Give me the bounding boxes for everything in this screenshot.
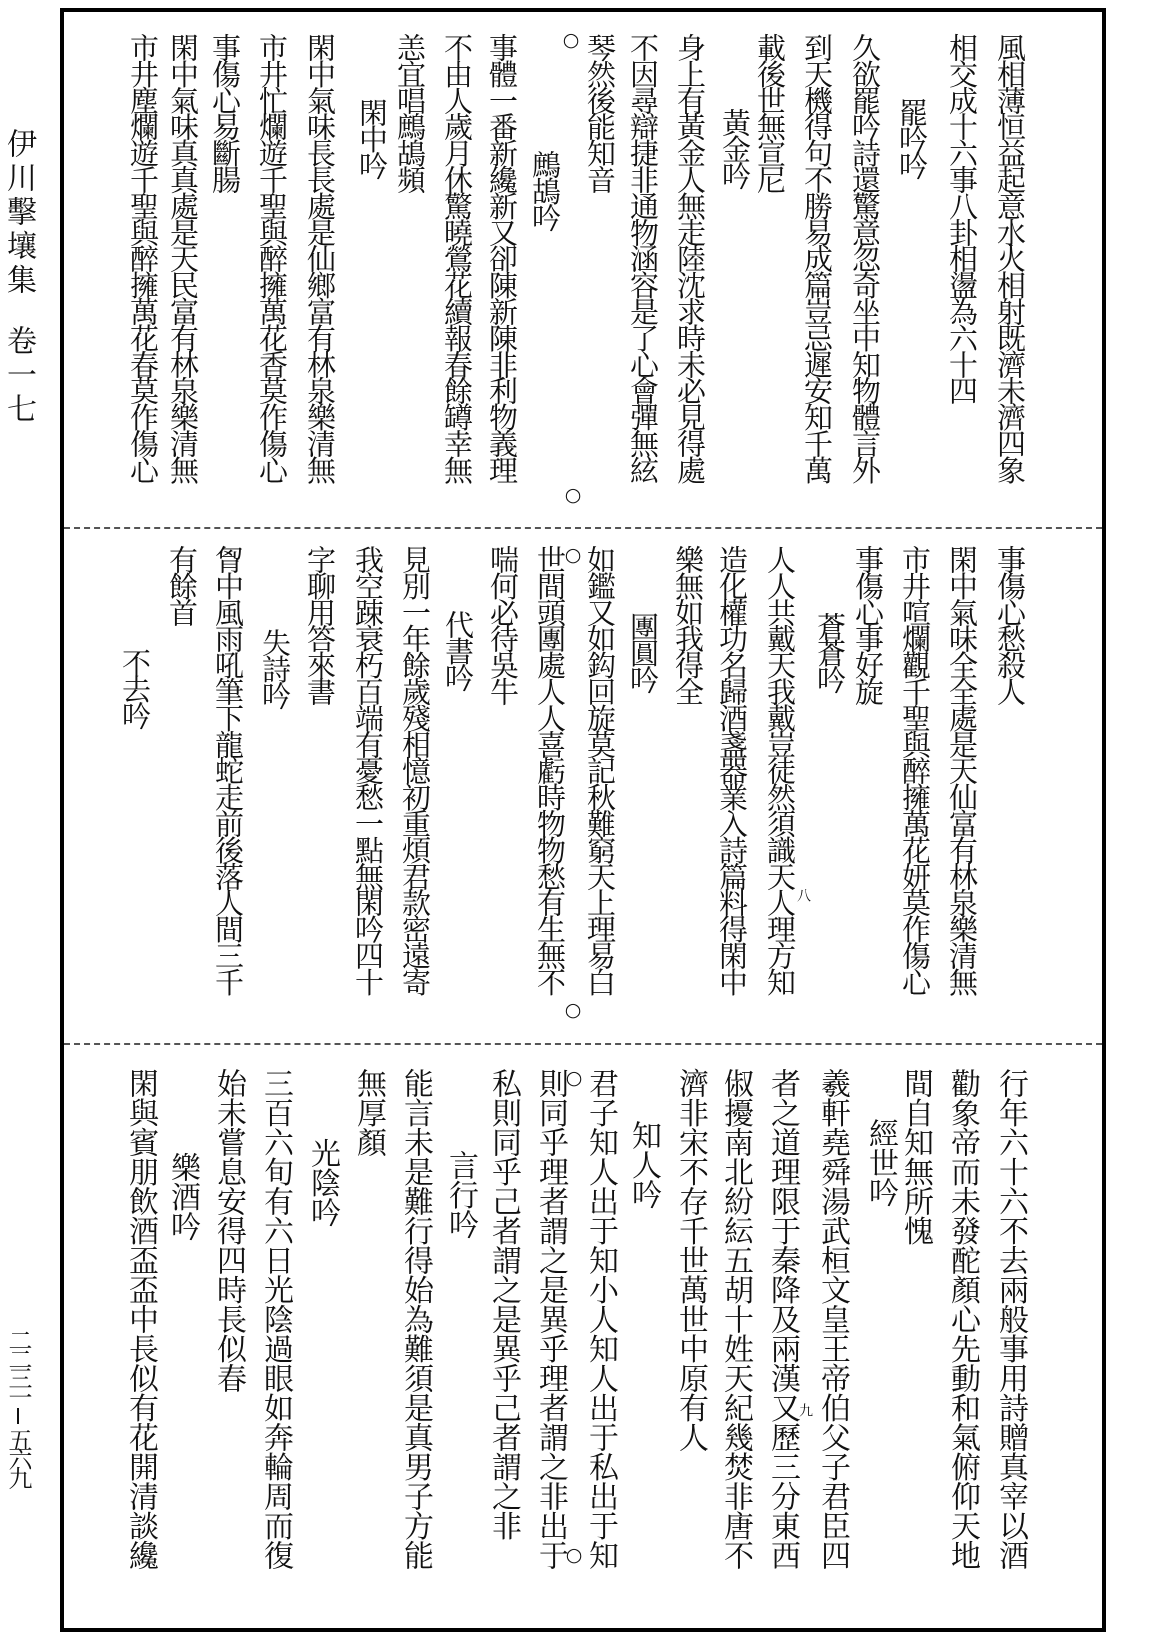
poem-title: 蒼蒼吟 xyxy=(813,612,847,692)
poem-title: 罷吟吟 xyxy=(895,98,929,178)
verse-column: 事體一番新纔新又卻陳新陳非利物義理 xyxy=(485,33,519,482)
verse-column: 事傷心愁殺人 xyxy=(993,545,1027,704)
page-number: 五六九 xyxy=(4,1428,32,1485)
poem-title: 閑中吟 xyxy=(355,98,389,178)
verse-column: 相交成十六事八卦相盪為六十四 xyxy=(945,33,979,403)
verse-column: 不由人歲月休驚曉鶯花續報春餘罇幸無 xyxy=(440,33,474,482)
verse-column: 市井塵爛遊千聖與醉擁萬花春莫作傷心 xyxy=(126,33,160,482)
verse-column: 樂無如我得全 xyxy=(671,545,705,704)
poem-title: 光陰吟 xyxy=(305,1138,340,1227)
verse-column: 三百六旬有六日光陰過眼如奔輪周而復 xyxy=(258,1068,293,1570)
verse-column: 無厚顏 xyxy=(351,1068,386,1157)
verse-column: 世間頭團處人人喜虧時物物愁有生無不 xyxy=(533,545,567,994)
section-marker: ○ xyxy=(564,999,582,1021)
page-volume-number: 二二三一 xyxy=(4,1328,32,1404)
verse-column: 能言未是難行得始為難須是真男子方能 xyxy=(398,1068,433,1570)
section-marker: ○ xyxy=(564,544,582,566)
verse-column: 風相薄恒益起意水火相射既濟未濟四象 xyxy=(993,33,1027,482)
poem-title: 團圓吟 xyxy=(626,612,660,692)
verse-column: 琴然後能知音 xyxy=(583,33,617,192)
section-marker: ○ xyxy=(562,29,580,51)
margin-note: 八 xyxy=(795,888,811,902)
verse-column: 恙宜唱鷓鴣頻 xyxy=(393,33,427,192)
verse-column: 事傷心易斷腸 xyxy=(208,33,242,192)
verse-column: 市井喧爛觀千聖與醉擁萬花妍莫作傷心 xyxy=(898,545,932,994)
section-marker: ○ xyxy=(565,1067,583,1089)
verse-column: 始未嘗息安得四時長似春 xyxy=(211,1068,246,1393)
poem-title: 知人吟 xyxy=(626,1120,661,1209)
volume-label: 卷一七 xyxy=(1,325,36,427)
poem-title: 言行吟 xyxy=(443,1150,478,1239)
verse-column: 喘何必待吳牛 xyxy=(486,545,520,704)
book-title: 伊川擊壤集 xyxy=(1,128,36,298)
verse-column: 行年六十六不去兩般事用詩贈真宰以酒 xyxy=(993,1068,1028,1570)
verse-column: 見別一年餘歲殘相憶初重煩君款密遠寄 xyxy=(398,545,432,994)
verse-column: 閑中氣味長長處是仙鄉富有林泉樂清無 xyxy=(303,33,337,482)
verse-column: 羲軒堯舜湯武桓文皇王帝伯父子君臣四 xyxy=(815,1068,850,1570)
poem-title: 鷓鴣吟 xyxy=(528,150,562,230)
section-marker: ○ xyxy=(564,484,582,506)
verse-column: 造化權功名歸酒盞器業入詩篇料得閑中 xyxy=(715,545,749,994)
verse-column: 如鑑又如鈎回旋莫記秋難窮天上理易白 xyxy=(583,545,617,994)
verse-column: 市井忙爛遊千聖與醉擁萬花香莫作傷心 xyxy=(255,33,289,482)
verse-column: 我空踈衰朽百端有憂愁一點無閑吟四十 xyxy=(351,545,385,994)
poem-title: 樂酒吟 xyxy=(165,1152,200,1241)
poem-title: 黃金吟 xyxy=(718,108,752,188)
poem-title: 代書吟 xyxy=(441,610,475,690)
verse-column: 身上有黃金人無走陸沈求時未必見得處 xyxy=(673,33,707,482)
margin-note: 九 xyxy=(797,1403,813,1417)
verse-column: 則同乎理者謂之是異乎理者謂之非出于 xyxy=(533,1068,568,1570)
verse-column: 濟非宋不存千世萬世中原有人 xyxy=(673,1068,708,1452)
verse-column: 事傷心事好旋 xyxy=(851,545,885,704)
verse-column: 閑中氣味真真處是天民富有林泉樂清無 xyxy=(166,33,200,482)
verse-column: 勸象帝而未發酡顏心先動和氣俯仰天地 xyxy=(945,1068,980,1570)
verse-column: 君子知人出于知小人知人出于私出于知 xyxy=(583,1068,618,1570)
verse-column: 到天機得句不勝易成篇豈忌遲安知千萬 xyxy=(800,33,834,482)
verse-column: 字聊用答來書 xyxy=(303,545,337,704)
verse-column: 者之道理限于秦降及兩漢又歷三分東西 xyxy=(765,1068,800,1570)
poem-title: 經世吟 xyxy=(863,1118,898,1207)
verse-column: 俶擾南北紛紜五胡十姓天紀幾焚非唐不 xyxy=(718,1068,753,1570)
verse-column: 私則同乎己者謂之是異乎己者謂之非 xyxy=(486,1068,521,1540)
verse-column: 胷中風雨吼筆下龍蛇走前後落人間三千 xyxy=(211,545,245,994)
verse-column: 載後世無宣尼 xyxy=(753,33,787,192)
verse-column: 閑中氣味全全處是天仙富有林泉樂清無 xyxy=(945,545,979,994)
poem-title: 失詩吟 xyxy=(258,628,292,708)
verse-column: 人人共戴天我戴豈徒然須識天人理方知 xyxy=(763,545,797,994)
verse-column: 間自知無所愧 xyxy=(898,1068,933,1245)
poem-title: 不去吟 xyxy=(118,648,152,728)
verse-column: 久欲罷吟詩還驚意忽奇坐中知物體言外 xyxy=(848,33,882,482)
verse-column: 閑與賓朋飲酒盃盃中長似有花開清談纔 xyxy=(123,1068,158,1570)
verse-column: 不因尋辯捷非通物涵容是了心會彈無絃 xyxy=(626,33,660,482)
verse-column: 有餘首 xyxy=(165,545,199,625)
section-marker: ○ xyxy=(565,1544,583,1566)
